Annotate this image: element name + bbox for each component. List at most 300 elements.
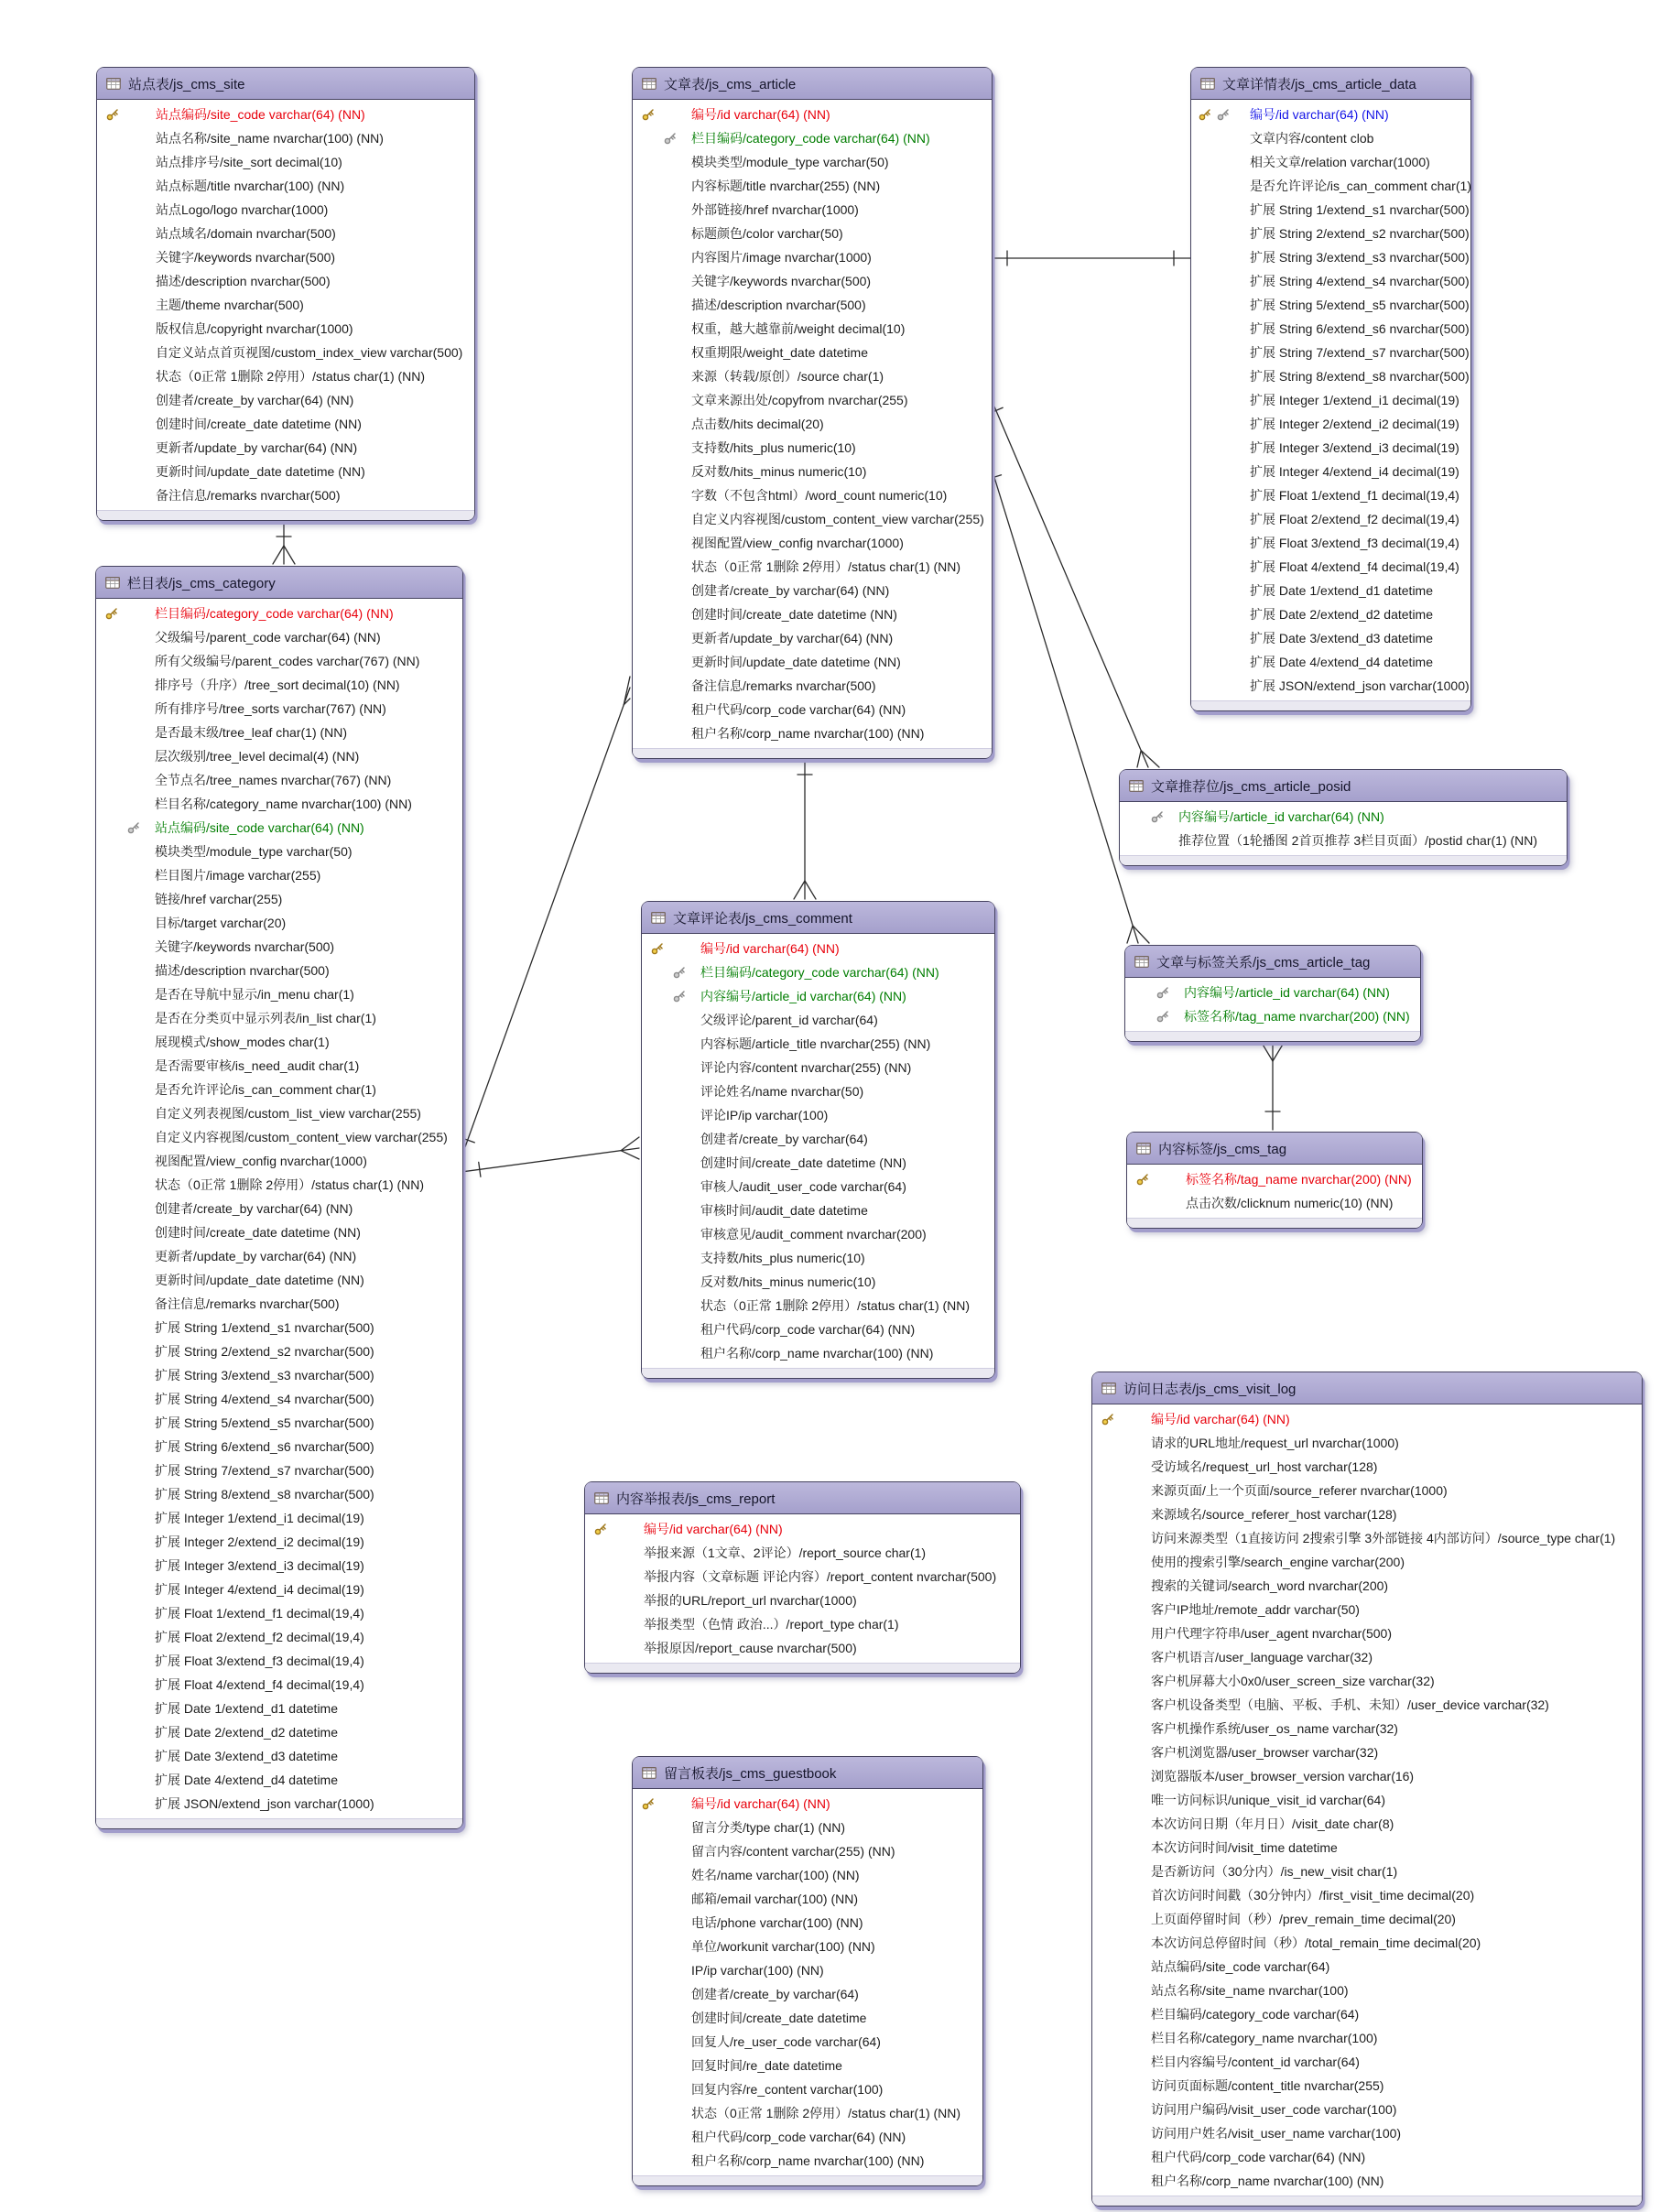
field-label: 权重期限/weight_date datetime [691, 345, 868, 360]
field-label: 客户机设备类型（电脑、平板、手机、未知）/user_device varchar(32) [1151, 1697, 1549, 1712]
field-row [1092, 1431, 1642, 1455]
field-label: 访问页面标题/content_title nvarchar(255) [1151, 2078, 1384, 2093]
field-label: 租户名称/corp_name nvarchar(100) (NN) [1151, 2174, 1384, 2188]
field-row [642, 1032, 994, 1056]
field-row [1127, 1167, 1422, 1191]
field-label: 举报内容（文章标题 评论内容）/report_content nvarchar(500) [644, 1569, 997, 1584]
field-row [97, 103, 474, 126]
table-fields [1092, 1404, 1642, 2196]
field-row [1092, 2098, 1642, 2121]
field-row [1092, 1931, 1642, 1955]
table-js_cms_comment[interactable] [641, 901, 995, 1379]
field-label: 版权信息/copyright nvarchar(1000) [156, 321, 353, 336]
table-icon [1101, 1382, 1116, 1394]
field-label: 栏目内容编号/content_id varchar(64) [1151, 2055, 1360, 2069]
field-row [1191, 626, 1470, 650]
field-label: 客户IP地址/remote_addr varchar(50) [1151, 1602, 1360, 1617]
field-label: 使用的搜索引擎/search_engine varchar(200) [1151, 1555, 1405, 1569]
table-js_cms_tag[interactable] [1126, 1132, 1423, 1229]
field-label: 扩展 Integer 1/extend_i1 decimal(19) [155, 1511, 364, 1525]
field-row [633, 2006, 982, 2030]
table-title: 文章评论表/js_cms_comment [673, 910, 852, 927]
field-row [633, 483, 992, 507]
field-label: 客户机屏幕大小0x0/user_screen_size varchar(32) [1151, 1674, 1435, 1688]
table-js_cms_category[interactable] [95, 566, 463, 1829]
field-label: 扩展 Date 4/extend_d4 datetime [1250, 655, 1434, 669]
field-label: 用户代理字符串/user_agent nvarchar(500) [1151, 1626, 1392, 1641]
field-label: 客户机操作系统/user_os_name varchar(32) [1151, 1721, 1398, 1736]
table-js_cms_article_data[interactable] [1190, 67, 1471, 711]
field-label: 访问来源类型（1直接访问 2搜索引擎 3外部链接 4内部访问）/source_type char(1) [1151, 1531, 1616, 1545]
field-label: 文章来源出处/copyfrom nvarchar(255) [691, 393, 908, 407]
field-label: 所有父级编号/parent_codes varchar(767) (NN) [155, 654, 420, 668]
table-js_cms_article_tag[interactable] [1124, 945, 1421, 1042]
field-row [96, 911, 462, 935]
field-label: 回复人/re_user_code varchar(64) [691, 2034, 881, 2049]
field-label: 来源（转载/原创）/source char(1) [691, 369, 884, 384]
field-row [97, 460, 474, 483]
table-footer-strip [633, 748, 992, 758]
field-row [633, 174, 992, 198]
field-row [1092, 1645, 1642, 1669]
table-js_cms_report[interactable] [584, 1481, 1021, 1674]
field-label: 站点域名/domain nvarchar(500) [156, 226, 336, 241]
table-title: 文章详情表/js_cms_article_data [1222, 76, 1416, 92]
table-header-js_cms_article_posid[interactable] [1120, 770, 1567, 802]
field-label: 扩展 String 3/extend_s3 nvarchar(500) [155, 1368, 374, 1382]
table-js_cms_visit_log[interactable] [1091, 1372, 1643, 2207]
field-row [1092, 1740, 1642, 1764]
field-row [1092, 2121, 1642, 2145]
field-label: 栏目编码/category_code varchar(64) [1151, 2007, 1360, 2022]
primary-key-icon [642, 108, 655, 121]
field-label: 编号/id varchar(64) (NN) [1250, 107, 1389, 122]
field-row [1191, 531, 1470, 555]
field-row [642, 1175, 994, 1198]
field-label: 扩展 String 2/extend_s2 nvarchar(500) [155, 1344, 374, 1359]
field-row [633, 1792, 982, 1816]
field-label: 备注信息/remarks nvarchar(500) [691, 678, 876, 693]
table-title: 文章与标签关系/js_cms_article_tag [1156, 954, 1371, 970]
field-label: 审核人/audit_user_code varchar(64) [700, 1179, 906, 1194]
table-header-js_cms_visit_log[interactable] [1092, 1372, 1642, 1404]
table-header-js_cms_article[interactable] [633, 68, 992, 100]
field-row [1191, 341, 1470, 364]
field-row [96, 1506, 462, 1530]
table-icon [651, 912, 666, 924]
field-row [97, 245, 474, 269]
field-row [1191, 293, 1470, 317]
foreign-key-icon [127, 821, 140, 834]
field-label: 自定义内容视图/custom_content_view varchar(255) [691, 512, 984, 526]
field-row [633, 1887, 982, 1911]
field-label: 状态（0正常 1删除 2停用）/status char(1) (NN) [155, 1177, 425, 1192]
field-row [96, 1220, 462, 1244]
field-row [585, 1565, 1020, 1589]
field-label: 扩展 String 3/extend_s3 nvarchar(500) [1250, 250, 1470, 265]
field-label: 站点Logo/logo nvarchar(1000) [156, 202, 329, 217]
field-row [633, 1863, 982, 1887]
field-label: 是否在导航中显示/in_menu char(1) [155, 987, 354, 1002]
field-row [633, 317, 992, 341]
field-label: 是否需要审核/is_need_audit char(1) [155, 1058, 360, 1073]
field-row [1191, 483, 1470, 507]
field-row [642, 1127, 994, 1151]
field-row [96, 1458, 462, 1482]
field-row [96, 1435, 462, 1458]
field-label: 视图配置/view_config nvarchar(1000) [155, 1154, 367, 1168]
field-row [1191, 412, 1470, 436]
table-title: 内容标签/js_cms_tag [1158, 1141, 1287, 1157]
field-label: 是否最末级/tree_leaf char(1) (NN) [155, 725, 348, 740]
field-label: 举报的URL/report_url nvarchar(1000) [644, 1593, 857, 1608]
field-row [1191, 388, 1470, 412]
field-label: 字数（不包含html）/word_count numeric(10) [691, 488, 948, 503]
field-label: 点击数/hits decimal(20) [691, 417, 824, 431]
field-label: 扩展 Float 2/extend_f2 decimal(19,4) [155, 1630, 364, 1644]
field-row [633, 460, 992, 483]
field-row [96, 1744, 462, 1768]
field-row [1092, 1788, 1642, 1812]
field-label: 回复内容/re_content varchar(100) [691, 2082, 884, 2097]
field-label: 关键字/keywords nvarchar(500) [156, 250, 336, 265]
table-footer-strip [1125, 1031, 1420, 1041]
field-label: 编号/id varchar(64) (NN) [691, 107, 830, 122]
field-label: 来源域名/source_referer_host varchar(128) [1151, 1507, 1397, 1522]
field-row [1092, 1502, 1642, 1526]
field-label: 编号/id varchar(64) (NN) [1151, 1412, 1290, 1426]
field-label: 扩展 Integer 3/extend_i3 decimal(19) [1250, 440, 1459, 455]
field-label: 扩展 Date 3/extend_d3 datetime [155, 1749, 339, 1763]
field-label: 栏目名称/category_name nvarchar(100) (NN) [155, 797, 412, 811]
field-row [96, 1625, 462, 1649]
field-row [633, 1935, 982, 1958]
field-row [1092, 1550, 1642, 1574]
field-label: 邮箱/email varchar(100) (NN) [691, 1892, 859, 1906]
field-label: 扩展 Float 4/extend_f4 decimal(19,4) [155, 1677, 364, 1692]
field-label: 内容编号/article_id varchar(64) (NN) [1184, 985, 1390, 1000]
field-label: 描述/description nvarchar(500) [691, 298, 866, 312]
table-fields [1127, 1165, 1422, 1218]
table-title: 文章表/js_cms_article [664, 76, 797, 92]
field-label: 站点名称/site_name nvarchar(100) (NN) [156, 131, 384, 146]
table-title: 栏目表/js_cms_category [127, 575, 276, 591]
foreign-key-icon [673, 966, 686, 979]
field-row [96, 744, 462, 768]
table-header-js_cms_tag[interactable] [1127, 1133, 1422, 1165]
field-label: 创建时间/create_date datetime (NN) [691, 607, 897, 622]
field-row [96, 1768, 462, 1792]
field-row [1191, 150, 1470, 174]
field-row [97, 388, 474, 412]
field-row [96, 1673, 462, 1697]
field-label: 链接/href varchar(255) [155, 892, 283, 906]
field-label: 租户代码/corp_code varchar(64) (NN) [691, 2130, 906, 2144]
field-label: 标签名称/tag_name nvarchar(200) (NN) [1186, 1172, 1412, 1187]
field-label: 创建时间/create_date datetime (NN) [156, 417, 362, 431]
field-label: 本次访问总停留时间（秒）/total_remain_time decimal(20) [1151, 1936, 1481, 1950]
field-row [1092, 1621, 1642, 1645]
rel-js_cms_article-js_cms_article_posid [989, 394, 1159, 767]
field-label: 全节点名/tree_names nvarchar(767) (NN) [155, 773, 392, 787]
field-row [96, 1649, 462, 1673]
field-label: 推荐位置（1轮播图 2首页推荐 3栏目页面）/postid char(1) (NN) [1178, 833, 1538, 848]
field-label: 单位/workunit varchar(100) (NN) [691, 1939, 875, 1954]
table-fields [1191, 100, 1470, 700]
field-row [1125, 1004, 1420, 1028]
field-label: 扩展 Integer 1/extend_i1 decimal(19) [1250, 393, 1459, 407]
table-header-js_cms_report[interactable] [585, 1482, 1020, 1514]
field-label: 支持数/hits_plus numeric(10) [700, 1251, 865, 1265]
field-row [642, 1056, 994, 1079]
field-row [1092, 1717, 1642, 1740]
field-label: 审核时间/audit_date datetime [700, 1203, 868, 1218]
field-label: 租户名称/corp_name nvarchar(100) (NN) [691, 2153, 925, 2168]
field-row [97, 436, 474, 460]
field-label: 模块类型/module_type varchar(50) [155, 844, 353, 859]
field-row [1191, 269, 1470, 293]
table-icon [105, 577, 120, 589]
field-label: 来源页面/上一个页面/source_referer nvarchar(1000) [1151, 1483, 1448, 1498]
field-row [96, 935, 462, 959]
field-label: 租户代码/corp_code varchar(64) (NN) [1151, 2150, 1366, 2164]
field-row [642, 1103, 994, 1127]
field-row [585, 1636, 1020, 1660]
field-row [633, 2149, 982, 2173]
field-row [96, 1101, 462, 1125]
field-label: 更新时间/update_date datetime (NN) [156, 464, 365, 479]
field-label: 自定义内容视图/custom_content_view varchar(255) [155, 1130, 448, 1144]
primary-key-icon [642, 1797, 655, 1810]
field-label: 是否新访问（30分内）/is_new_visit char(1) [1151, 1864, 1398, 1879]
table-footer-strip [642, 1368, 994, 1378]
table-header-js_cms_comment[interactable] [642, 902, 994, 934]
table-header-js_cms_article_data[interactable] [1191, 68, 1470, 100]
field-row [96, 602, 462, 625]
field-row [97, 222, 474, 245]
field-row [96, 1482, 462, 1506]
field-label: 租户名称/corp_name nvarchar(100) (NN) [691, 726, 925, 741]
field-row [1092, 1860, 1642, 1883]
field-row [97, 150, 474, 174]
field-label: 扩展 Float 3/extend_f3 decimal(19,4) [1250, 536, 1459, 550]
field-row [1120, 829, 1567, 852]
field-label: 备注信息/remarks nvarchar(500) [156, 488, 341, 503]
table-js_cms_site[interactable] [96, 67, 475, 521]
table-header-js_cms_site[interactable] [97, 68, 474, 100]
field-row [1127, 1191, 1422, 1215]
table-js_cms_guestbook[interactable] [632, 1756, 983, 2186]
field-row [97, 412, 474, 436]
field-label: 权重，越大越靠前/weight decimal(10) [691, 321, 906, 336]
field-label: 所有排序号/tree_sorts varchar(767) (NN) [155, 701, 386, 716]
field-row [96, 1530, 462, 1554]
field-label: 模块类型/module_type varchar(50) [691, 155, 889, 169]
field-row [1092, 1479, 1642, 1502]
field-row [633, 555, 992, 579]
field-label: 相关文章/relation varchar(1000) [1250, 155, 1430, 169]
table-icon [1129, 780, 1144, 792]
field-label: 关键字/keywords nvarchar(500) [691, 274, 872, 288]
field-row [642, 1222, 994, 1246]
field-row [96, 1363, 462, 1387]
field-label: 站点排序号/site_sort decimal(10) [156, 155, 342, 169]
field-label: 扩展 String 5/extend_s5 nvarchar(500) [155, 1415, 374, 1430]
rel-js_cms_article-js_cms_comment [794, 756, 816, 899]
field-label: 创建者/create_by varchar(64) [691, 1987, 859, 2001]
field-label: 父级编号/parent_code varchar(64) (NN) [155, 630, 381, 645]
field-label: 扩展 Date 4/extend_d4 datetime [155, 1773, 339, 1787]
field-row [642, 1246, 994, 1270]
field-label: 扩展 String 6/extend_s6 nvarchar(500) [1250, 321, 1470, 336]
field-row [1191, 579, 1470, 602]
field-row [1191, 650, 1470, 674]
field-row [633, 198, 992, 222]
foreign-key-icon [1151, 810, 1164, 823]
table-fields [97, 100, 474, 510]
field-label: 状态（0正常 1删除 2停用）/status char(1) (NN) [156, 369, 426, 384]
field-label: 扩展 Date 3/extend_d3 datetime [1250, 631, 1434, 645]
field-row [96, 1197, 462, 1220]
field-label: 扩展 String 2/extend_s2 nvarchar(500) [1250, 226, 1470, 241]
field-row [1191, 460, 1470, 483]
table-title: 留言板表/js_cms_guestbook [664, 1765, 837, 1782]
field-label: 访问用户编码/visit_user_code varchar(100) [1151, 2102, 1397, 2117]
field-label: 创建者/create_by varchar(64) [700, 1132, 868, 1146]
field-label: 是否允许评论/is_can_comment char(1) [155, 1082, 376, 1097]
field-row [96, 1054, 462, 1078]
field-row [1191, 103, 1470, 126]
field-label: 租户代码/corp_code varchar(64) (NN) [691, 702, 906, 717]
field-row [96, 697, 462, 721]
field-row [96, 1387, 462, 1411]
field-row [1092, 2074, 1642, 2098]
field-label: 回复时间/re_date datetime [691, 2058, 842, 2073]
field-row [633, 1982, 982, 2006]
field-row [96, 1006, 462, 1030]
field-label: 扩展 String 4/extend_s4 nvarchar(500) [1250, 274, 1470, 288]
field-label: 文章内容/content clob [1250, 131, 1374, 146]
primary-key-icon [1199, 108, 1211, 121]
table-footer-strip [97, 510, 474, 520]
field-row [1092, 1883, 1642, 1907]
field-row [96, 1316, 462, 1339]
table-header-js_cms_category[interactable] [96, 567, 462, 599]
field-label: 请求的URL地址/request_url nvarchar(1000) [1151, 1436, 1399, 1450]
field-label: 自定义站点首页视图/custom_index_view varchar(500) [156, 345, 463, 360]
field-label: 站点编码/site_code varchar(64) (NN) [155, 820, 364, 835]
field-label: 扩展 Float 1/extend_f1 decimal(19,4) [155, 1606, 364, 1621]
field-row [96, 816, 462, 840]
field-row [96, 721, 462, 744]
field-row [633, 579, 992, 602]
table-header-js_cms_guestbook[interactable] [633, 1757, 982, 1789]
field-row [97, 293, 474, 317]
rel-js_cms_tag-js_cms_article_tag [1262, 1043, 1284, 1130]
field-row [96, 1268, 462, 1292]
field-label: 描述/description nvarchar(500) [156, 274, 331, 288]
field-label: 内容标题/title nvarchar(255) (NN) [691, 179, 881, 193]
field-row [96, 982, 462, 1006]
field-row [97, 126, 474, 150]
field-label: 主题/theme nvarchar(500) [156, 298, 304, 312]
field-row [1191, 317, 1470, 341]
table-icon [642, 78, 656, 90]
field-row [585, 1541, 1020, 1565]
field-row [633, 602, 992, 626]
table-title: 内容举报表/js_cms_report [616, 1491, 776, 1507]
field-row [96, 1720, 462, 1744]
field-row [633, 626, 992, 650]
field-label: 扩展 Date 2/extend_d2 datetime [1250, 607, 1434, 622]
field-label: 扩展 String 7/extend_s7 nvarchar(500) [1250, 345, 1470, 360]
field-row [1092, 2026, 1642, 2050]
field-label: 创建时间/create_date datetime [691, 2011, 867, 2025]
field-label: 父级评论/parent_id varchar(64) [700, 1013, 878, 1027]
field-row [642, 1008, 994, 1032]
field-label: 创建者/create_by varchar(64) (NN) [156, 393, 354, 407]
foreign-key-icon [1156, 1010, 1169, 1023]
table-fields [633, 100, 992, 748]
field-label: 更新者/update_by varchar(64) (NN) [691, 631, 894, 645]
field-label: 栏目编码/category_code varchar(64) (NN) [700, 965, 939, 980]
field-label: 扩展 String 5/extend_s5 nvarchar(500) [1250, 298, 1470, 312]
field-row [633, 650, 992, 674]
field-row [642, 1198, 994, 1222]
field-row [1092, 1574, 1642, 1598]
field-label: 栏目图片/image varchar(255) [155, 868, 321, 883]
field-row [96, 887, 462, 911]
field-label: 本次访问时间/visit_time datetime [1151, 1840, 1338, 1855]
table-js_cms_article_posid[interactable] [1119, 769, 1568, 866]
field-row [1092, 1979, 1642, 2002]
field-label: 审核意见/audit_comment nvarchar(200) [700, 1227, 927, 1242]
table-footer-strip [633, 2175, 982, 2185]
field-label: 反对数/hits_minus numeric(10) [691, 464, 867, 479]
field-row [633, 103, 992, 126]
field-row [1092, 1598, 1642, 1621]
field-row [1092, 1836, 1642, 1860]
table-icon [642, 1767, 656, 1779]
field-row [633, 412, 992, 436]
field-label: 编号/id varchar(64) (NN) [700, 941, 840, 956]
field-row [1092, 1526, 1642, 1550]
field-label: 举报来源（1文章、2评论）/report_source char(1) [644, 1545, 927, 1560]
field-label: 上页面停留时间（秒）/prev_remain_time decimal(20) [1151, 1912, 1456, 1926]
field-label: 扩展 String 7/extend_s7 nvarchar(500) [155, 1463, 374, 1478]
field-label: 扩展 String 6/extend_s6 nvarchar(500) [155, 1439, 374, 1454]
field-row [96, 1697, 462, 1720]
field-label: 点击次数/clicknum numeric(10) (NN) [1186, 1196, 1394, 1210]
field-row [642, 1270, 994, 1294]
field-row [642, 984, 994, 1008]
field-row [633, 698, 992, 721]
field-row [97, 341, 474, 364]
field-row [633, 150, 992, 174]
field-label: 扩展 Float 2/extend_f2 decimal(19,4) [1250, 512, 1459, 526]
table-js_cms_article[interactable] [632, 67, 993, 759]
field-label: 更新者/update_by varchar(64) (NN) [155, 1249, 357, 1263]
field-label: 唯一访问标识/unique_visit_id varchar(64) [1151, 1793, 1385, 1807]
field-label: 内容编号/article_id varchar(64) (NN) [1178, 809, 1384, 824]
field-label: 栏目编码/category_code varchar(64) (NN) [691, 131, 930, 146]
field-row [96, 1792, 462, 1816]
table-header-js_cms_article_tag[interactable] [1125, 946, 1420, 978]
field-label: 状态（0正常 1删除 2停用）/status char(1) (NN) [700, 1298, 971, 1313]
primary-key-icon [651, 942, 664, 955]
field-label: 展现模式/show_modes char(1) [155, 1035, 330, 1049]
field-label: 状态（0正常 1删除 2停用）/status char(1) (NN) [691, 2106, 961, 2120]
